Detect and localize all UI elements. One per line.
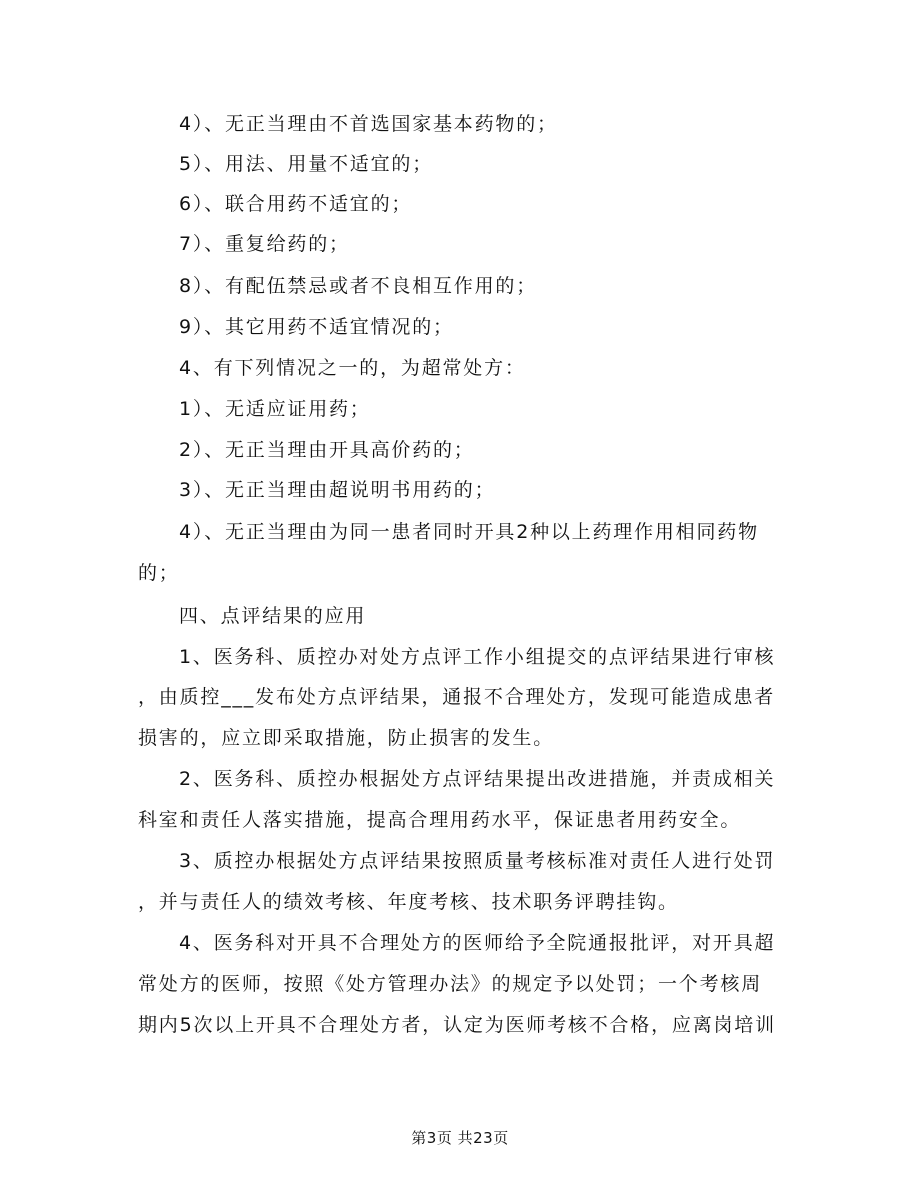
text-line: 2、医务科、质控办根据处方点评结果提出改进措施，并责成相关 <box>179 768 776 790</box>
text-line: 7）、重复给药的； <box>179 233 350 255</box>
text-line: 8）、有配伍禁忌或者不良相互作用的； <box>179 275 537 297</box>
page-number: 第3页 共23页 <box>411 1129 509 1147</box>
text-line: 科室和责任人落实措施，提高合理用药水平，保证患者用药安全。 <box>138 809 742 831</box>
text-line: 5）、用法、用量不适宜的； <box>179 153 433 175</box>
text-line: 1）、无适应证用药； <box>179 398 371 420</box>
text-line: 2）、无正当理由开具高价药的； <box>179 439 475 461</box>
text-line: 常处方的医师，按照《处方管理办法》的规定予以处罚；一个考核周 <box>138 973 763 995</box>
text-line: 6）、联合用药不适宜的； <box>179 193 413 215</box>
text-line: 损害的，应立即采取措施，防止损害的发生。 <box>138 727 555 749</box>
section-heading: 四、点评结果的应用 <box>179 605 367 627</box>
text-line: ，由质控___发布处方点评结果，通报不合理处方，发现可能造成患者 <box>138 686 776 708</box>
text-line: 3）、无正当理由超说明书用药的； <box>179 479 496 501</box>
text-line: 4）、无正当理由为同一患者同时开具2种以上药理作用相同药物 <box>179 521 759 543</box>
text-line: 3、质控办根据处方点评结果按照质量考核标准对责任人进行处罚 <box>179 850 776 872</box>
text-line: 4、有下列情况之一的，为超常处方： <box>179 357 526 379</box>
text-line: ，并与责任人的绩效考核、年度考核、技术职务评聘挂钩。 <box>138 891 679 913</box>
text-line: 的； <box>138 562 180 584</box>
text-line: 9）、其它用药不适宜情况的； <box>179 316 454 338</box>
text-line: 4、医务科对开具不合理处方的医师给予全院通报批评，对开具超 <box>179 932 776 954</box>
text-line: 1、医务科、质控办对处方点评工作小组提交的点评结果进行审核 <box>179 646 776 668</box>
text-line: 期内5次以上开具不合理处方者，认定为医师考核不合格，应离岗培训 <box>138 1014 776 1036</box>
text-line: 4）、无正当理由不首选国家基本药物的； <box>179 113 558 135</box>
